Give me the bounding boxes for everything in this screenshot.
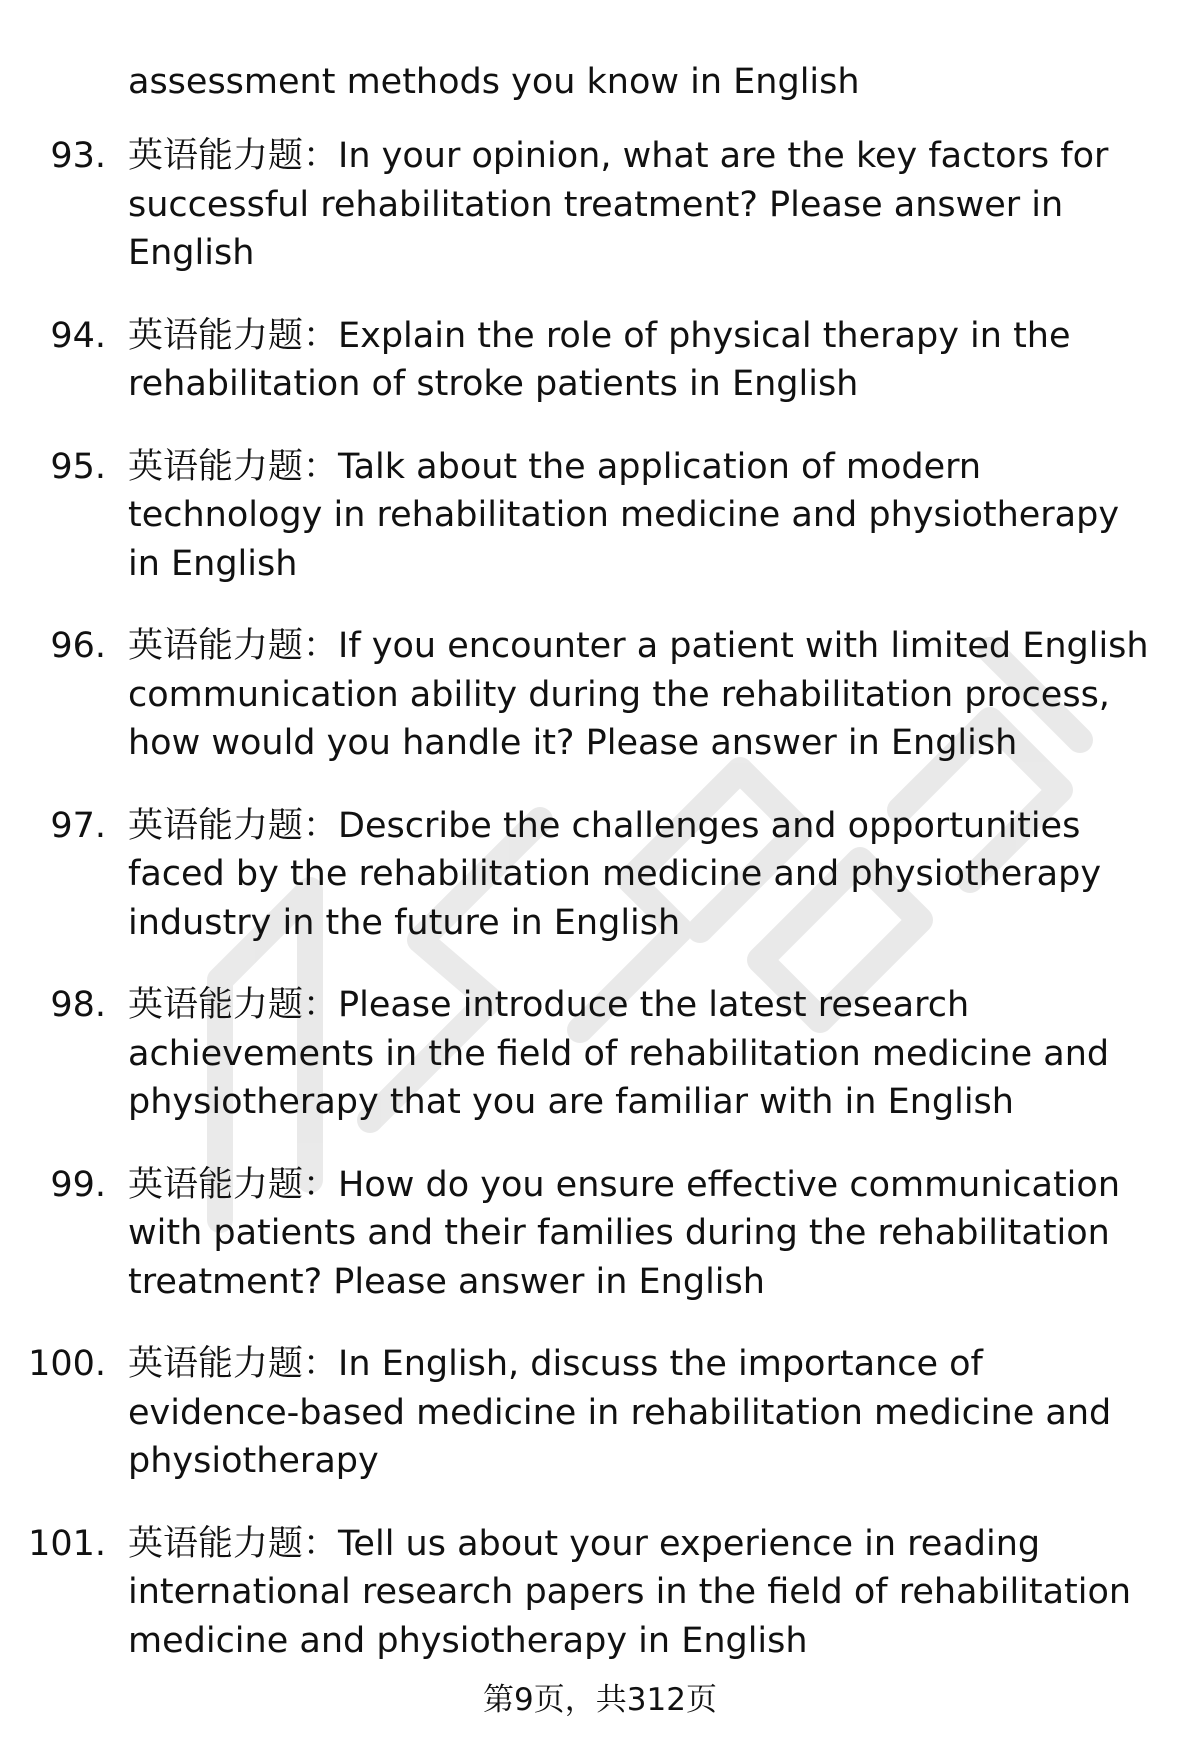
item-number: 93. (50, 136, 106, 176)
item-number: 101. (28, 1523, 106, 1564)
item-text: 英语能力题：In your opinion, what are the key factors for successful rehabilitation treatment? Please answer in English (128, 136, 1109, 273)
item-number: 94. (50, 315, 106, 356)
continuation-text: assessment methods you know in English (128, 62, 860, 102)
item-number: 96. (50, 626, 106, 666)
list-item (0, 312, 1158, 409)
item-number: 95. (50, 446, 106, 487)
item-text: 英语能力题：If you encounter a patient with limited English communication ability during the rehabilitation process, how would you handle it? Please answer in English (128, 626, 1149, 763)
list-item (0, 802, 1158, 948)
item-number: 98. (50, 985, 106, 1025)
item-text: 英语能力题：How do you ensure effective communication with patients and their families during the rehabilitation treatment? Please answer in English (128, 1164, 1120, 1302)
list-item (0, 622, 1158, 768)
list-item (0, 1340, 1158, 1486)
item-text: 英语能力题：Please introduce the latest research achievements in the field of rehabilitation medicine and physiotherapy that you are familiar with in English (128, 985, 1110, 1122)
item-text: 英语能力题：Describe the challenges and opportunities faced by the rehabilitation medicine and physiotherapy industry in the future in English (128, 805, 1102, 943)
item-text: 英语能力题：Explain the role of physical therapy in the rehabilitation of stroke patients in English (128, 315, 1071, 404)
item-number: 100. (28, 1344, 106, 1384)
item-text: 英语能力题：In English, discuss the importance of evidence-based medicine in rehabilitation medicine and physiotherapy (128, 1344, 1112, 1481)
item-text: 英语能力题：Tell us about your experience in reading international research papers in the field of rehabilitation medicine and physiotherapy in English (128, 1523, 1132, 1661)
list-item (0, 981, 1158, 1127)
page-footer: 第9页，共312页 (483, 1682, 717, 1718)
item-text: 英语能力题：Talk about the application of modern technology in rehabilitation medicine and physiotherapy in English (128, 446, 1120, 584)
list-item (0, 1161, 1158, 1307)
list-item (0, 1520, 1158, 1666)
list-item (0, 443, 1158, 589)
question-list (0, 132, 1200, 1699)
item-number: 99. (50, 1164, 106, 1205)
list-item (0, 132, 1158, 278)
item-number: 97. (50, 805, 106, 846)
